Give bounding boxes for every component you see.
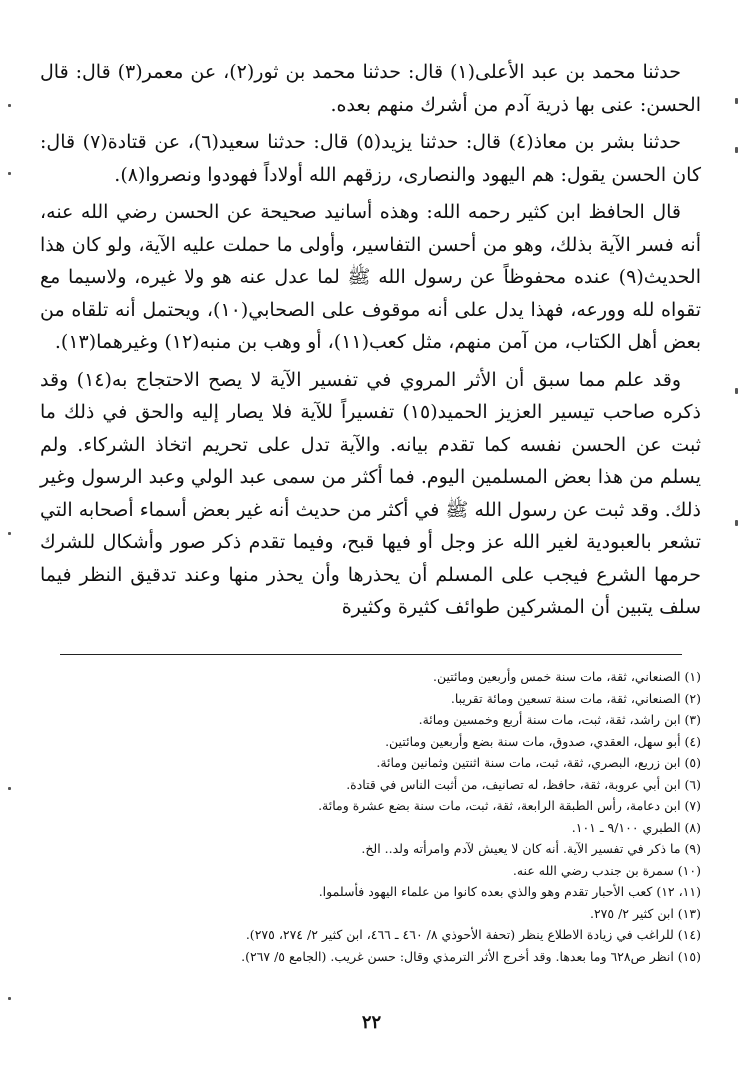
footnote-7: (٧) ابن دعامة، رأس الطبقة الرابعة، ثقة، ثبت، مات سنة بضع عشرة ومائة. bbox=[318, 798, 701, 813]
scan-mark bbox=[8, 172, 11, 175]
footnote-5: (٥) ابن زريع، البصري، ثقة، ثبت، مات سنة اثنتين وثمانين ومائة. bbox=[376, 755, 701, 770]
scan-mark bbox=[735, 98, 738, 104]
footnote-2: (٢) الصنعاني، ثقة، مات سنة تسعين ومائة تقريبا. bbox=[450, 690, 701, 706]
footnote-1: (١) الصنعاني، ثقة، مات سنة خمس وأربعين ومائتين. bbox=[432, 669, 701, 684]
paragraph-3: قال الحافظ ابن كثير رحمه الله: وهذه أسانيد صحيحة عن الحسن رضي الله عنه، أنه فسر الآية بذلك، وهو من أحسن التفاسير، وأولى ما حملت عليه الآية، ولو كان هذا الحديث(٩) عنده محفوظاً عن رسول الله ﷺ لما عدل عنه هو ولا غيره، ولاسيما مع تقواه لله وورعه، فهذا يدل على أنه موقوف على الصحابي(١٠)، ويحتمل أنه تلقاه من بعض أهل الكتاب، من آمن منهم، مثل كعب(١١)، أو وهب بن منبه(١٢) وغيرهما(١٣). bbox=[40, 201, 701, 353]
paragraph-1: حدثنا محمد بن عبد الأعلى(١) قال: حدثنا محمد بن ثور(٢)، عن معمر(٣) قال: قال الحسن: عنى بها ذرية آدم من أشرك منهم بعده. bbox=[40, 61, 701, 116]
scan-mark bbox=[8, 997, 11, 1000]
footnote-11-12: (١١، ١٢) كعب الأحبار تقدم وهو والذي بعده كانوا من علماء اليهود فأسلموا. bbox=[318, 884, 701, 899]
scan-mark bbox=[8, 104, 11, 107]
scan-mark bbox=[735, 388, 738, 394]
footnote-10: (١٠) سمرة بن جندب رضي الله عنه. bbox=[512, 862, 701, 878]
footnote-3: (٣) ابن راشد، ثقة، ثبت، مات سنة أربع وخمسين ومائة. bbox=[418, 712, 701, 727]
footnote-8: (٨) الطبري ٩/١٠٠ ـ ١٠١. bbox=[571, 819, 701, 835]
paragraph-2: حدثنا بشر بن معاذ(٤) قال: حدثنا يزيد(٥) قال: حدثنا سعيد(٦)، عن قتادة(٧) قال: كان الحسن يقول: هم اليهود والنصارى، رزقهم الله أولاداً فهودوا ونصروا(٨). bbox=[40, 131, 701, 186]
page-number: ٢٢ bbox=[361, 1012, 382, 1033]
footnotes bbox=[150, 666, 701, 967]
scan-mark bbox=[735, 520, 738, 526]
paragraph-4: وقد علم مما سبق أن الأثر المروي في تفسير الآية لا يصح الاحتجاج به(١٤) وقد ذكره صاحب تيسير العزيز الحميد(١٥) تفسيراً للآية فلا يصار إليه والحق في ذلك ما ثبت عن الحسن نفسه كما تقدم بيانه. والآية تدل على تحريم اتخاذ الشركاء. ولم يسلم من هذا بعض المسلمين اليوم. فما أكثر من سمى عبد الولي وعبد الرسول وغير ذلك. وقد ثبت عن رسول الله ﷺ في أكثر من حديث أنه غير بعض أسماء أصحابه التي تشعر بالعبودية لغير الله عز وجل أو فيها قبح، وفيما تقدم ذكر صور وأشكال للشرك حرمها الشرع فيجب على المسلم أن يحذرها وأن يحذر منها وعند تدقيق النظر فيما سلف يتبين أن المشركين طوائف كثيرة وكثيرة bbox=[40, 368, 701, 618]
footnote-6: (٦) ابن أبي عروبة، ثقة، حافظ، له تصانيف، من أثبت الناس في قتادة. bbox=[346, 776, 701, 792]
scan-mark bbox=[735, 147, 738, 153]
footnote-14: (١٤) للراغب في زيادة الاطلاع ينظر (تحفة الأحوذي ٨/ ٤٦٠ ـ ٤٦٦، ابن كثير ٢/ ٢٧٤، ٢٧٥). bbox=[245, 927, 701, 942]
scan-mark bbox=[8, 532, 11, 535]
main-text bbox=[40, 56, 701, 629]
footnote-15: (١٥) انظر ص٦٢٨ وما بعدها. وقد أخرج الأثر الترمذي وقال: حسن غريب. (الجامع ٥/ ٢٦٧). bbox=[241, 948, 701, 964]
footnote-13: (١٣) ابن كثير ٢/ ٢٧٥. bbox=[589, 905, 701, 921]
footnote-divider bbox=[60, 654, 682, 655]
scan-mark bbox=[8, 787, 11, 790]
footnote-4: (٤) أبو سهل، العقدي، صدوق، مات سنة بضع وأربعين ومائتين. bbox=[385, 733, 701, 749]
footnote-9: (٩) ما ذكر في تفسير الآية. أنه كان لا يعيش لآدم وامرأته ولد.. الخ. bbox=[361, 841, 701, 856]
